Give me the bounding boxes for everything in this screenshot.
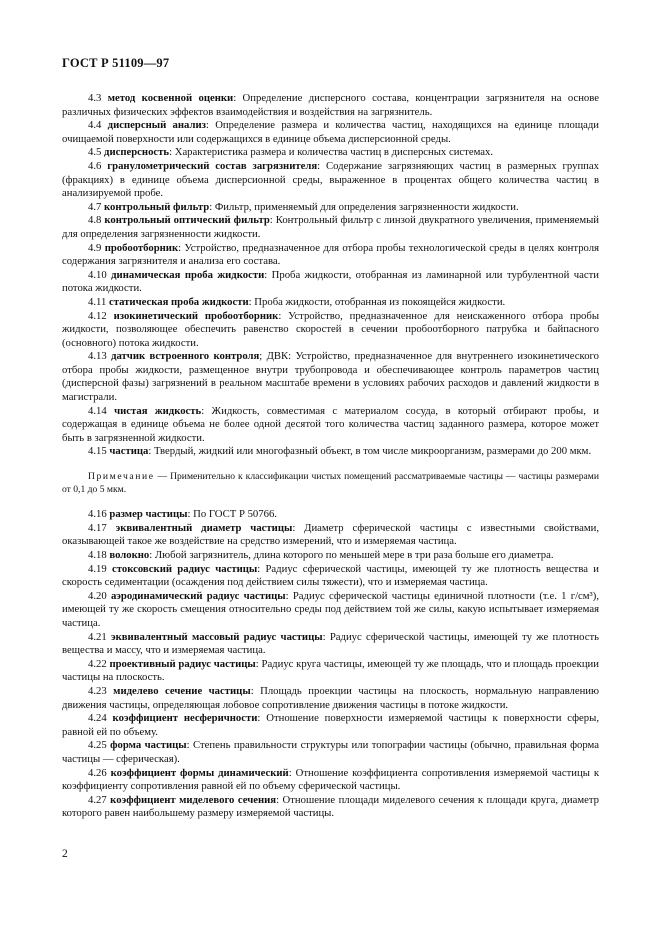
- term-number: 4.3: [88, 92, 102, 104]
- term-definition: [62, 685, 599, 712]
- term-number: 4.27: [88, 793, 107, 806]
- term-definition: [62, 201, 599, 215]
- term-text: : Отношение поверхности измеряемой частицы к поверхности сферы, равной ей по объему.: [62, 712, 599, 738]
- term-text: : Диаметр сферической частицы с известными свойствами, оказывающей такое же воздействие на средство измерений, что и измеряемая частица.: [62, 521, 599, 548]
- term-definition: [62, 119, 599, 146]
- term-definition: [62, 658, 599, 685]
- term-text: : Радиус сферической частицы, имеющей ту же плотность вещества и массу, что и измеряемая частица.: [62, 630, 600, 657]
- term-number: 4.12: [88, 309, 107, 322]
- term-number: 4.16: [88, 508, 107, 521]
- term-name: динамическая проба жидкости: [111, 268, 265, 281]
- term-name: чистая жидкость: [114, 404, 202, 417]
- note-text: — Применительно к классификации чистых помещений рассматриваемые частицы — частицы размерами от 0,1 до 5 мкм.: [62, 471, 599, 495]
- term-name: дисперсность: [104, 146, 170, 159]
- term-name: проективный радиус частицы: [109, 657, 256, 670]
- term-number: 4.7: [88, 200, 102, 213]
- term-name: дисперсный анализ: [107, 119, 206, 132]
- term-text: : Жидкость, совместимая с материалом сосуда, в который отбирают пробы, и содержащая в единице объема не более одной десятой того количества частиц заданного размера, которое может быть в загрязненной жидкости.: [62, 404, 599, 444]
- term-definition: [62, 160, 599, 201]
- term-name: эквивалентный массовый радиус частицы: [110, 630, 323, 643]
- term-name: контрольный оптический фильтр: [104, 214, 270, 227]
- term-number: 4.19: [88, 562, 107, 575]
- term-number: 4.20: [88, 589, 107, 602]
- term-text: : Степень правильности структуры или топографии частицы (обычно, правильная форма частицы — сферическая).: [62, 739, 599, 765]
- term-name: метод косвенной оценки: [107, 92, 234, 104]
- term-name: пробоотборник: [104, 241, 179, 254]
- term-definition: [62, 350, 599, 404]
- term-name: датчик встроенного контроля: [111, 350, 260, 363]
- term-text: : Фильтр, применяемый для определения загрязненности жидкости.: [209, 200, 519, 213]
- term-text: : Определение размера и количества частиц, находящихся на единице площади очищаемой поверхности или содержащихся в единице объема дисперсионной среды.: [62, 119, 599, 145]
- term-name: коэффициент миделевого сечения: [110, 793, 277, 806]
- terms-list-2: [62, 508, 599, 821]
- term-number: 4.11: [88, 295, 107, 308]
- term-number: 4.25: [88, 739, 107, 752]
- term-number: 4.8: [88, 214, 102, 227]
- term-number: 4.14: [88, 404, 107, 417]
- term-number: 4.4: [88, 119, 102, 132]
- term-definition: [62, 310, 599, 351]
- term-text: : Радиус сферической частицы, имеющей ту же плотность вещества и скорость седиментации (осаждения под действием силы тяжести), что и измеряемая частица.: [62, 562, 600, 589]
- term-name: коэффициент несферичности: [112, 712, 258, 725]
- term-number: 4.23: [88, 684, 107, 697]
- term-definition: [62, 242, 599, 269]
- term-definition: [62, 214, 599, 241]
- term-definition: [62, 522, 599, 549]
- term-name: эквивалентный диаметр частицы: [115, 521, 293, 534]
- term-definition: [62, 767, 599, 794]
- term-definition: [62, 794, 599, 821]
- term-text: : Любой загрязнитель, длина которого по меньшей мере в три раза больше его диаметра.: [149, 549, 554, 561]
- term-text: : Контрольный фильтр с линзой двукратного увеличения, применяемый для определения загрязненности жидкости.: [62, 214, 600, 240]
- term-definition: [62, 92, 599, 119]
- term-number: 4.26: [88, 766, 107, 779]
- term-number: 4.10: [88, 268, 107, 281]
- term-number: 4.24: [88, 712, 107, 725]
- term-number: 4.9: [88, 241, 102, 254]
- document-header: ГОСТ Р 51109—97: [62, 56, 170, 70]
- term-definition: [62, 146, 599, 160]
- term-definition: [62, 563, 599, 590]
- term-number: 4.6: [88, 159, 102, 172]
- term-name: частица: [109, 445, 149, 458]
- term-name: волокно: [109, 549, 150, 561]
- term-definition: [62, 269, 599, 296]
- terms-list-1: [62, 92, 599, 459]
- term-definition: [62, 405, 599, 446]
- term-text: : Характеристика размера и количества частиц в дисперсных системах.: [169, 146, 494, 159]
- term-definition: [62, 631, 599, 658]
- term-text: : Определение дисперсного состава, концентрации загрязнителя на основе различных физических эффектов взаимодействия и воздействия на загрязнитель.: [62, 92, 599, 118]
- term-text: : Твердый, жидкий или многофазный объект, в том числе микроорганизм, размерами до 200 мкм.: [148, 445, 592, 458]
- term-name: контрольный фильтр: [104, 200, 210, 213]
- term-text: : Отношение коэффициента сопротивления измеряемой частицы к коэффициенту сопротивления равной ей по объему сферической частицы.: [62, 766, 600, 793]
- term-number: 4.18: [88, 549, 107, 561]
- term-name: статическая проба жидкости: [108, 295, 249, 308]
- term-text: : Устройство, предназначенное для отбора пробы технологической среды в целях контроля содержания загрязнителя и анализа его состава.: [62, 241, 600, 268]
- term-definition: [62, 590, 599, 631]
- term-definition: [62, 508, 599, 522]
- term-name: изокинетический пробоотборник: [113, 309, 279, 322]
- term-name: миделево сечение частицы: [113, 684, 251, 697]
- term-number: 4.5: [88, 146, 102, 159]
- term-text: : Устройство, предназначенное для неискаженного отбора пробы жидкости, позволяющее обеспечить равенство скоростей в сечении пробоотборного патрубка и байпасного (основного) потока жидкости.: [62, 309, 600, 349]
- term-definition: [62, 445, 599, 459]
- term-number: 4.22: [88, 657, 107, 670]
- term-text: : Проба жидкости, отобранная из покоящейся жидкости.: [248, 295, 506, 308]
- term-definition: [62, 712, 599, 739]
- term-name: размер частицы: [109, 508, 188, 521]
- term-definition: [62, 739, 599, 766]
- term-name: гранулометрический состав загрязнителя: [107, 159, 318, 172]
- term-text: : По ГОСТ Р 50766.: [187, 508, 277, 521]
- term-number: 4.17: [88, 521, 107, 534]
- term-name: форма частицы: [110, 739, 187, 752]
- term-number: 4.15: [88, 445, 107, 458]
- term-name: стоксовский радиус частицы: [112, 562, 258, 575]
- term-definition: [62, 296, 599, 310]
- term-definition: [62, 549, 599, 563]
- term-text: : Площадь проекции частицы на плоскость, нормальную направлению движения частицы, определяющая лобовое сопротивление движения частицы в потоке жидкости.: [62, 684, 600, 711]
- term-name: коэффициент формы динамический: [110, 766, 289, 779]
- term-text: : Радиус круга частицы, имеющей ту же площадь, что и площадь проекции частицы на плоскость.: [62, 657, 599, 684]
- term-number: 4.13: [88, 350, 107, 363]
- term-number: 4.21: [88, 630, 107, 643]
- term-text: : Отношение площади миделевого сечения к площади круга, диаметр которого равен наибольшему размеру измеряемой частицы.: [62, 793, 600, 820]
- term-text: : Проба жидкости, отобранная из ламинарной или турбулентной части потока жидкости.: [62, 268, 600, 295]
- document-body: [62, 92, 599, 821]
- term-text: ; ДВК: Устройство, предназначенное для внутреннего изокинетического отбора пробы жидкости, размещенное внутри трубопровода и обеспечивающее контроль параметров частиц (дисперсной фазы) загрязнений в реальном масштабе времени в условиях рабочих расходов и давлений жидкости в магистрали.: [62, 350, 599, 404]
- page-number: 2: [62, 848, 68, 860]
- term-name: аэродинамический радиус частицы: [110, 589, 286, 602]
- term-text: : Содержание загрязняющих частиц в размерных группах (фракциях) в единице объема дисперсионной среды, выраженное в процентах общего количества частиц в анализируемой пробе.: [62, 159, 599, 200]
- note-label: Примечание: [88, 471, 155, 483]
- term-text: : Радиус сферической частицы единичной плотности (т.е. 1 г/см³), имеющей ту же скорость смещения относительно среды под действием той же силы, какую испытывает измеряемая частица.: [62, 589, 599, 629]
- note-paragraph: [62, 471, 599, 496]
